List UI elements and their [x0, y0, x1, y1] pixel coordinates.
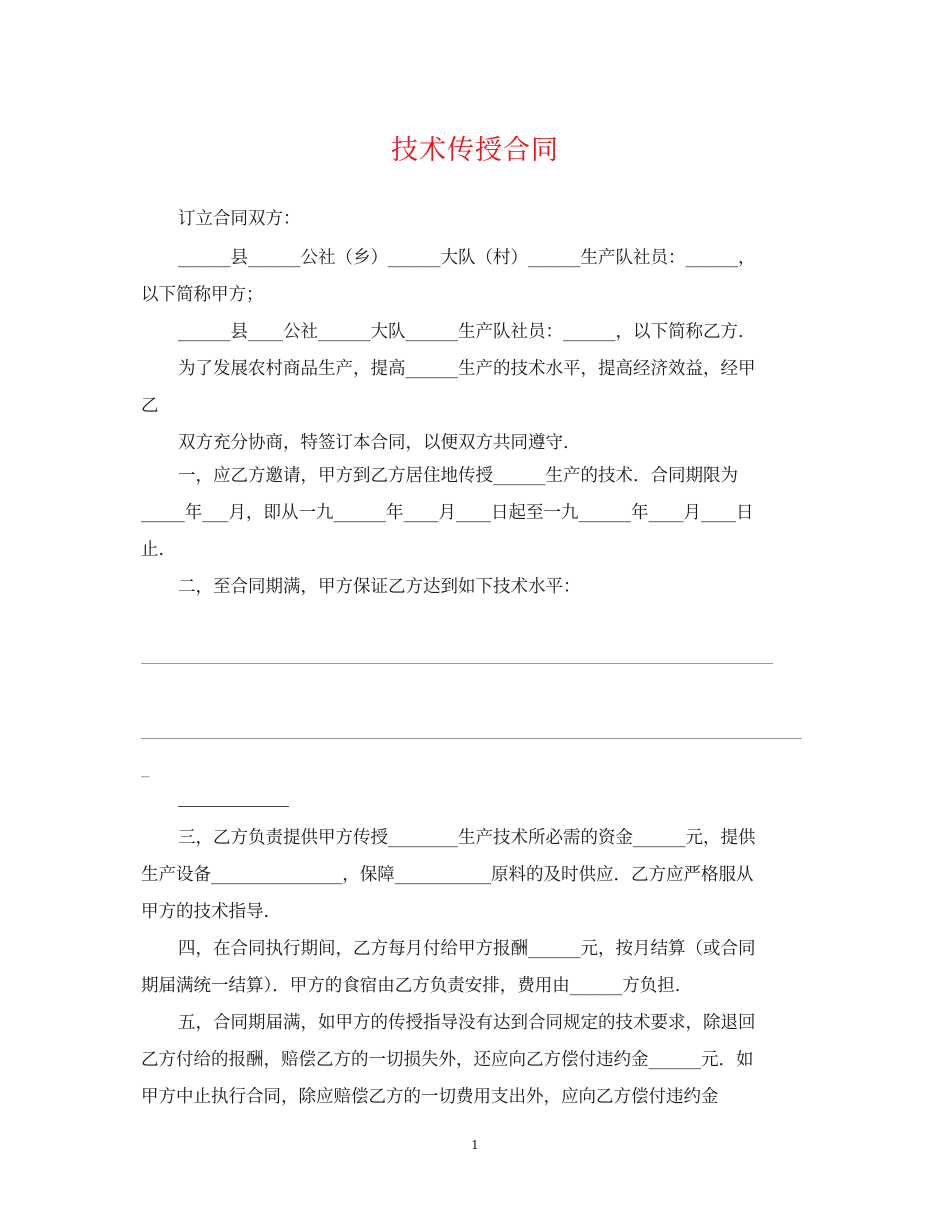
paragraph-line: ______县____公社______大队______生产队社员：______，以下简称乙方. — [178, 322, 744, 342]
paragraph-line: 为了发展农村商品生产，提高______生产的技术水平，提高经济效益，经甲 — [178, 359, 756, 379]
paragraph-line: 以下简称甲方； — [141, 285, 264, 305]
page-number: 1 — [471, 1138, 479, 1152]
paragraph-line: 一，应乙方邀请，甲方到乙方居住地传授______生产的技术．合同期限为 — [178, 466, 738, 486]
paragraph-line: 二，至合同期满，甲方保证乙方达到如下技术水平： — [178, 577, 581, 597]
paragraph-line: 三，乙方负责提供甲方传授________生产技术所必需的资金______元，提供 — [178, 828, 756, 848]
paragraph-line: _____年___月，即从一九______年____月____日起至一九______年____月____日 — [141, 503, 754, 523]
paragraph-line: 期届满统一结算）．甲方的食宿由乙方负责安排，费用由______方负担. — [141, 976, 681, 996]
paragraph-line: 乙方付给的报酬，赔偿乙方的一切损失外，还应向乙方偿付违约金______元．如 — [141, 1050, 754, 1070]
document-title: 技术传授合同 — [391, 135, 559, 166]
fill-in-rule — [141, 738, 802, 739]
paragraph-line: 五，合同期届满，如甲方的传授指导没有达到合同规定的技术要求，除退回 — [178, 1013, 756, 1033]
stray-underscore: _ — [141, 758, 150, 778]
paragraph-line: ______县______公社（乡）______大队（村）______生产队社员：______， — [178, 248, 756, 268]
paragraph-line: 四，在合同执行期间，乙方每月付给甲方报酬______元，按月结算（或合同 — [178, 939, 756, 959]
paragraph-line: 甲方的技术指导. — [141, 902, 270, 922]
paragraph-line: 乙 — [141, 396, 159, 416]
paragraph-line: 甲方中止执行合同，除应赔偿乙方的一切费用支出外，应向乙方偿付违约金 — [141, 1087, 719, 1107]
fill-in-rule — [141, 663, 773, 664]
paragraph-line: 双方充分协商，特签订本合同，以便双方共同遵守. — [178, 433, 569, 453]
paragraph-line: 订立合同双方： — [178, 209, 301, 229]
paragraph-line: 止. — [141, 540, 165, 560]
paragraph-line: 生产设备_______________，保障___________原料的及时供应．乙方应严格服从 — [141, 865, 754, 885]
fill-in-rule — [178, 806, 289, 807]
